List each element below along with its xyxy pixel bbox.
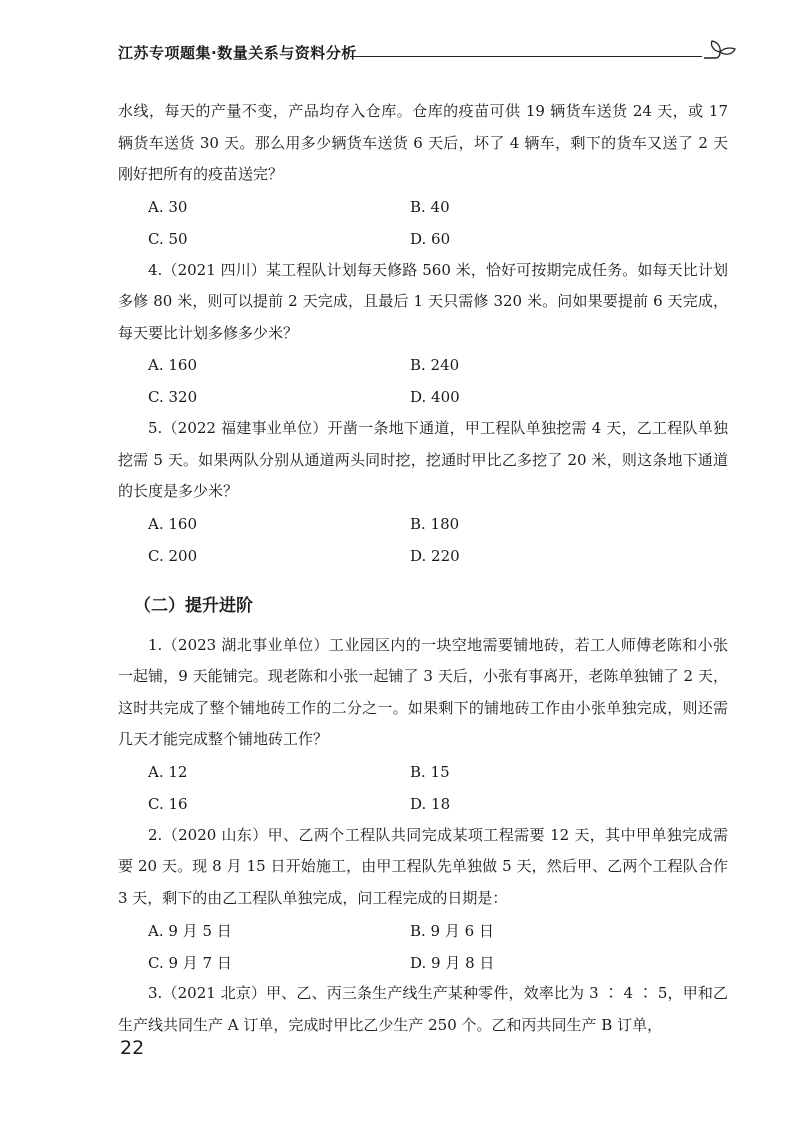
option-b: B. 180 [410,514,460,533]
option-a: A. 160 [148,356,197,374]
options-row [118,788,728,820]
section2-question-2-text: 2.（2020 山东）甲、乙两个工程队共同完成某项工程需要 12 天，其中甲单独完成需要 20 天。现 8 月 15 日开始施工，由甲工程队先单独做 5 天，然后甲、乙两个工程队合作 3 天，剩下的由乙工程队单独完成，问工程完成的日期是： [118,825,728,907]
section2-question-1-text: 1.（2023 湖北事业单位）工业园区内的一块空地需要铺地砖，若工人师傅老陈和小张一起铺，9 天能铺完。现老陈和小张一起铺了 3 天后，小张有事离开，老陈单独铺了 2 天，这时共完成了整个铺地砖工作的二分之一。如果剩下的铺地砖工作由小张单独完成，则还需几天才能完成整个铺地砖工作？ [118,635,728,748]
options-row [118,191,728,223]
option-c: C. 16 [148,794,188,813]
option-c: C. 9 月 7 日 [148,953,232,972]
option-a: A. 30 [148,197,188,216]
options-row [118,540,728,572]
option-b: B. 40 [410,197,450,216]
options-row [118,223,728,255]
sprout-icon [702,38,738,68]
page-content [118,96,728,1041]
header-title: 江苏专项题集·数量关系与资料分析 [118,44,357,62]
header-rule [350,56,702,57]
option-b: B. 15 [410,762,450,781]
option-c: C. 320 [148,388,198,406]
option-d: D. 9 月 8 日 [410,953,495,972]
running-header [118,38,738,70]
option-b: B. 240 [410,356,460,374]
options-row [118,381,728,413]
option-a: A. 9 月 5 日 [148,921,232,940]
option-d: D. 220 [410,546,460,565]
section-title: （二）提升进阶 [134,595,253,616]
option-d: D. 18 [410,794,451,813]
option-c: C. 50 [148,229,188,248]
option-c: C. 200 [148,546,198,565]
options-row [118,349,728,381]
options-row [118,756,728,788]
section2-question-3-text: 3.（2021 北京）甲、乙、丙三条生产线生产某种零件，效率比为 3 ∶ 4 ∶ 5，甲和乙生产线共同生产 A 订单，完成时甲比乙少生产 250 个。乙和丙共同生产 B 订单， [118,984,728,1034]
option-d: D. 400 [410,388,460,406]
option-a: A. 160 [148,514,197,533]
options-row [118,914,728,946]
page-number: 22 [120,1037,145,1059]
options-row [118,946,728,978]
option-d: D. 60 [410,229,451,248]
question-5-text: 5.（2022 福建事业单位）开凿一条地下通道，甲工程队单独挖需 4 天，乙工程队单独挖需 5 天。如果两队分别从通道两头同时挖，挖通时甲比乙多挖了 20 米，则这条地下通道的长度是多少米？ [118,419,728,500]
option-b: B. 9 月 6 日 [410,921,494,940]
options-row [118,508,728,540]
question-4-text: 4.（2021 四川）某工程队计划每天修路 560 米，恰好可按期完成任务。如每天比计划多修 80 米，则可以提前 2 天完成，且最后 1 天只需修 320 米。问如果要提前 6 天完成，每天要比计划多修多少米？ [118,260,728,342]
option-a: A. 12 [148,762,188,781]
question-continued-text: 水线，每天的产量不变，产品均存入仓库。仓库的疫苗可供 19 辆货车送货 24 天，或 17 辆货车送货 30 天。那么用多少辆货车送货 6 天后，坏了 4 辆车，剩下的货车又送了 2 天刚好把所有的疫苗送完？ [118,102,728,183]
